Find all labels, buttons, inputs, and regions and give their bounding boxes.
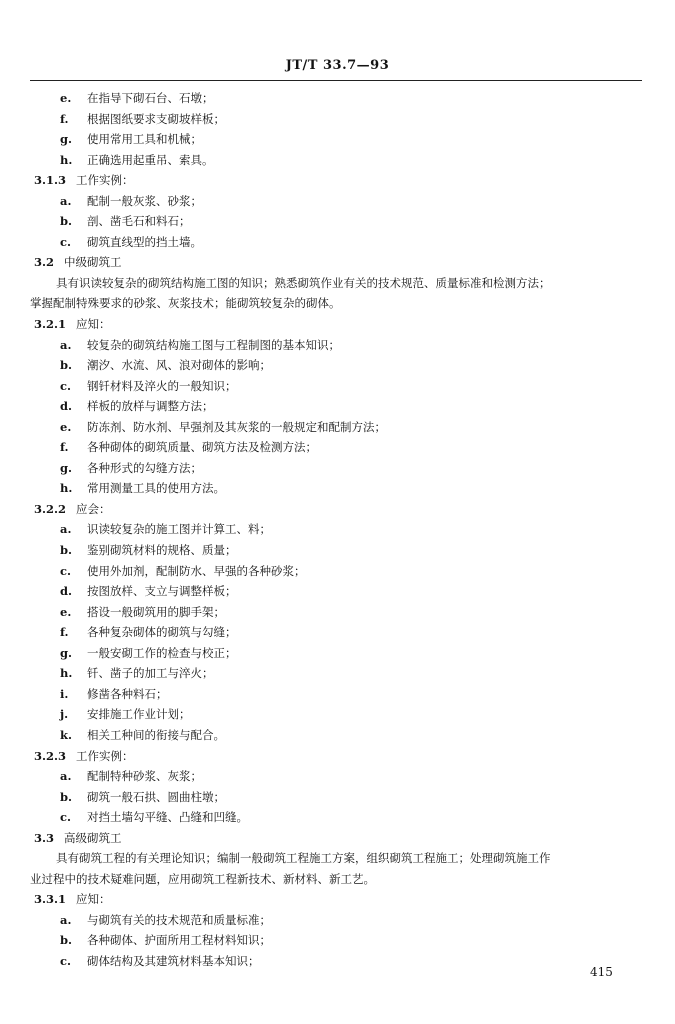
list-item-label: j. <box>60 707 69 722</box>
document-header-code: JT/T 33.7—93 <box>285 58 390 73</box>
section-number: 3.2.1 <box>34 317 67 332</box>
list-item-label: a. <box>60 522 72 537</box>
document-body <box>30 88 640 972</box>
list-item-text: 使用外加剂，配制防水、早强的各种砂浆； <box>87 563 306 578</box>
list-item <box>30 129 640 150</box>
section-title: 高级砌筑工 <box>64 830 122 845</box>
list-item-text: 钎、凿子的加工与淬火； <box>87 666 214 681</box>
list-item-label: g. <box>60 460 73 475</box>
list-item-label: k. <box>60 727 72 742</box>
list-item-label: a. <box>60 912 72 927</box>
list-item-text: 配制一般灰浆、砂浆； <box>87 193 202 208</box>
list-item-text: 搭设一般砌筑用的脚手架； <box>87 604 225 619</box>
list-item <box>30 561 640 582</box>
list-item <box>30 725 640 746</box>
section-title: 应知： <box>76 317 111 332</box>
list-item-label: e. <box>60 419 72 434</box>
list-item-label: b. <box>60 358 73 373</box>
list-item-label: b. <box>60 543 73 558</box>
list-item-text: 与砌筑有关的技术规范和质量标准； <box>87 912 271 927</box>
section-number: 3.3.1 <box>34 892 67 907</box>
list-item <box>30 951 640 972</box>
list-item-text: 潮汐、水流、风、浪对砌体的影响； <box>87 358 271 373</box>
list-item <box>30 910 640 931</box>
section-number: 3.2.2 <box>34 501 67 516</box>
list-item-label: a. <box>60 337 72 352</box>
list-item <box>30 478 640 499</box>
list-item <box>30 417 640 438</box>
section-heading <box>30 746 640 767</box>
list-item <box>30 622 640 643</box>
list-item <box>30 930 640 951</box>
section-number: 3.1.3 <box>34 173 67 188</box>
page-number: 415 <box>590 965 613 979</box>
list-item-text: 各种砌体、护面所用工程材料知识； <box>87 933 271 948</box>
section-heading <box>30 889 640 910</box>
list-item-text: 砌体结构及其建筑材料基本知识； <box>87 953 260 968</box>
list-item <box>30 766 640 787</box>
list-item <box>30 519 640 540</box>
section-title: 应会： <box>76 501 111 516</box>
header-rule <box>30 80 642 81</box>
list-item <box>30 191 640 212</box>
section-heading <box>30 170 640 191</box>
list-item <box>30 355 640 376</box>
list-item-label: f. <box>60 111 69 126</box>
list-item <box>30 807 640 828</box>
list-item-label: b. <box>60 789 73 804</box>
section-title: 工作实例： <box>76 748 134 763</box>
list-item-label: a. <box>60 193 72 208</box>
list-item <box>30 684 640 705</box>
list-item-text: 根据图纸要求支砌坡样板； <box>87 111 225 126</box>
list-item-text: 在指导下砌石台、石墩； <box>87 91 214 105</box>
section-number: 3.2 <box>34 255 55 270</box>
list-item <box>30 787 640 808</box>
list-item-text: 各种砌体的砌筑质量、砌筑方法及检测方法； <box>87 440 317 455</box>
list-item <box>30 437 640 458</box>
list-item-label: c. <box>60 810 72 825</box>
list-item <box>30 88 640 109</box>
list-item-text: 较复杂的砌筑结构施工图与工程制图的基本知识； <box>87 337 340 352</box>
list-item-text: 防冻剂、防水剂、早强剂及其灰浆的一般规定和配制方法； <box>87 419 386 434</box>
list-item-text: 修凿各种料石； <box>87 686 168 701</box>
list-item-label: i. <box>60 686 69 701</box>
list-item-text: 鉴别砌筑材料的规格、质量； <box>87 543 237 558</box>
list-item-text: 剖、凿毛石和料石； <box>87 214 191 229</box>
list-item <box>30 458 640 479</box>
list-item <box>30 150 640 171</box>
section-number: 3.3 <box>34 830 55 845</box>
list-item-label: f. <box>60 440 69 455</box>
list-item-label: c. <box>60 378 72 393</box>
list-item-label: b. <box>60 933 73 948</box>
list-item-label: d. <box>60 584 73 599</box>
list-item-text: 对挡土墙勾平缝、凸缝和凹缝。 <box>87 810 248 825</box>
list-item <box>30 376 640 397</box>
list-item-label: c. <box>60 234 72 249</box>
list-item-label: h. <box>60 666 73 681</box>
list-item-label: g. <box>60 132 73 147</box>
list-item-label: f. <box>60 625 69 640</box>
list-item-text: 各种形式的勾缝方法； <box>87 460 202 475</box>
list-item <box>30 602 640 623</box>
list-item-text: 砌筑直线型的挡土墙。 <box>87 234 202 249</box>
section-heading <box>30 828 640 849</box>
list-item-text: 相关工种间的衔接与配合。 <box>87 727 225 742</box>
list-item-text: 按图放样、支立与调整样板； <box>87 584 237 599</box>
paragraph-line: 掌握配制特殊要求的砂浆、灰浆技术；能砌筑较复杂的砌体。 <box>30 296 341 311</box>
list-item <box>30 540 640 561</box>
list-item <box>30 663 640 684</box>
list-item-label: c. <box>60 953 72 968</box>
list-item-label: c. <box>60 563 72 578</box>
list-item-text: 正确选用起重吊、索具。 <box>87 152 214 167</box>
paragraph-line: 具有识读较复杂的砌筑结构施工图的知识；熟悉砌筑作业有关的技术规范、质量标准和检测方法； <box>56 275 551 290</box>
paragraph-line: 具有砌筑工程的有关理论知识；编制一般砌筑工程施工方案，组织砌筑工程施工；处理砌筑施工作 <box>56 851 551 866</box>
list-item-text: 砌筑一般石拱、圆曲柱墩； <box>87 789 225 804</box>
section-number: 3.2.3 <box>34 748 67 763</box>
list-item-text: 常用测量工具的使用方法。 <box>87 481 225 496</box>
section-heading <box>30 314 640 335</box>
section-title: 工作实例： <box>76 173 134 188</box>
list-item-label: d. <box>60 399 73 414</box>
list-item-text: 一般安砌工作的检查与校正； <box>87 645 237 660</box>
list-item-text: 识读较复杂的施工图并计算工、料； <box>87 522 271 537</box>
list-item <box>30 335 640 356</box>
list-item-text: 钢钎材料及淬火的一般知识； <box>87 378 237 393</box>
list-item-text: 配制特种砂浆、灰浆； <box>87 769 202 784</box>
list-item-label: h. <box>60 152 73 167</box>
list-item-label: e. <box>60 604 72 619</box>
section-title: 中级砌筑工 <box>64 255 122 270</box>
list-item <box>30 704 640 725</box>
list-item <box>30 643 640 664</box>
list-item-text: 样板的放样与调整方法； <box>87 399 214 414</box>
list-item-text: 各种复杂砌体的砌筑与勾缝； <box>87 625 237 640</box>
list-item-label: b. <box>60 214 73 229</box>
list-item <box>30 581 640 602</box>
section-heading <box>30 499 640 520</box>
list-item <box>30 396 640 417</box>
section-title: 应知： <box>76 892 111 907</box>
list-item-text: 安排施工作业计划； <box>87 707 191 722</box>
list-item <box>30 232 640 253</box>
list-item-label: g. <box>60 645 73 660</box>
paragraph-line: 业过程中的技术疑难问题，应用砌筑工程新技术、新材料、新工艺。 <box>30 871 375 886</box>
list-item <box>30 109 640 130</box>
list-item-text: 使用常用工具和机械； <box>87 132 202 147</box>
list-item-label: a. <box>60 769 72 784</box>
list-item <box>30 211 640 232</box>
section-heading <box>30 252 640 273</box>
list-item-label: h. <box>60 481 73 496</box>
list-item-label: e. <box>60 91 72 105</box>
